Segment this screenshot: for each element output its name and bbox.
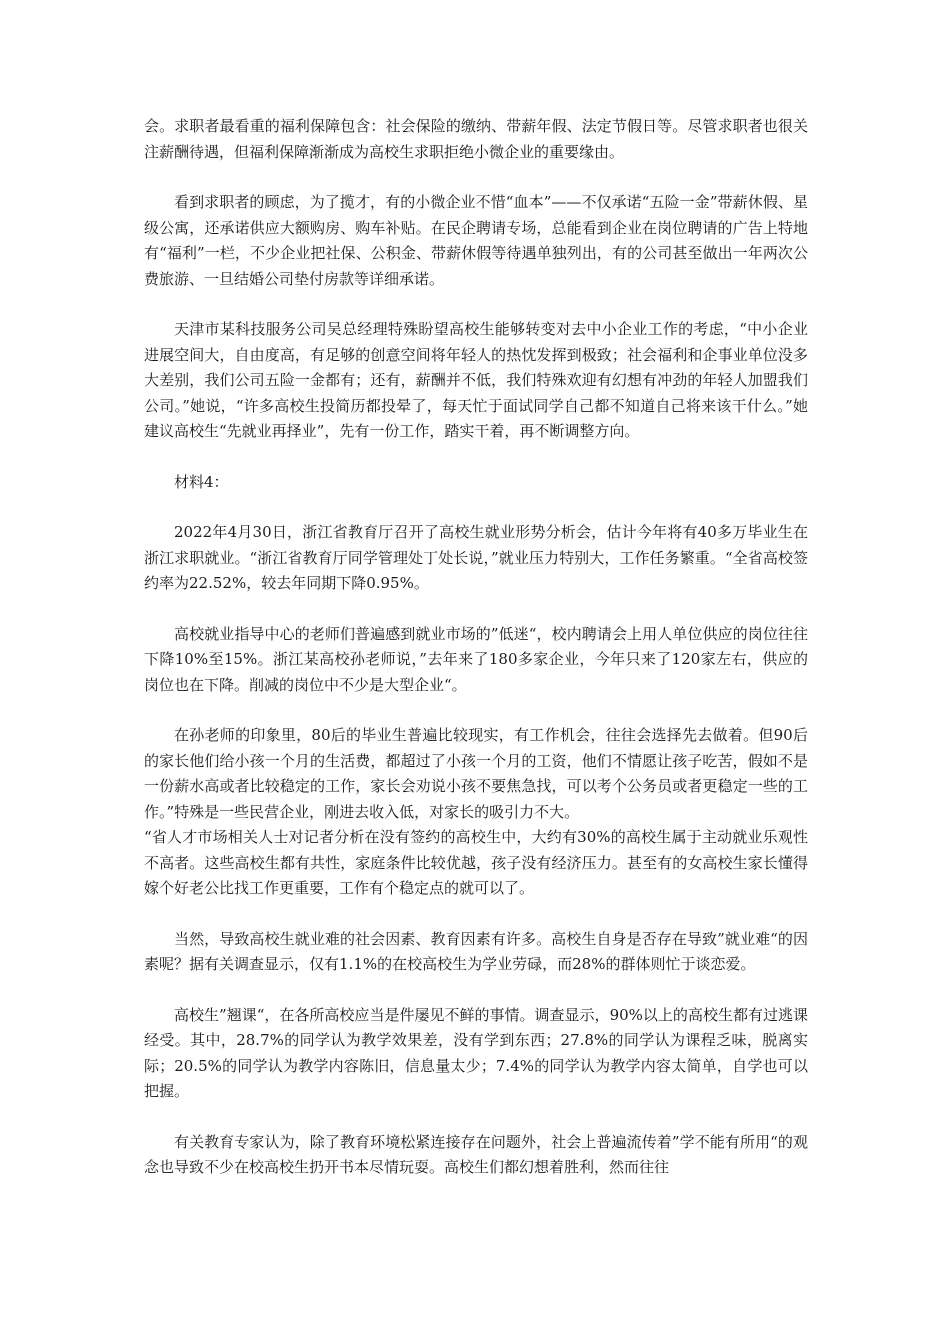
paragraph-zhejiang-analysis: 2022年4月30日，浙江省教育厅召开了高校生就业形势分析会，估计今年将有40多万毕业生在浙江求职就业。“浙江省教育厅同学管理处丁处长说，”就业压力特别大，工作任务繁重。“全省高校签约率为22.52%，较去年同期下降0.95%。 [144,523,808,592]
paragraph-job-market-slump: 高校就业指导中心的老师们普遍感到就业市场的”低迷“，校内聘请会上用人单位供应的岗位往往下降10%至15%。浙江某高校孙老师说，”去年来了180多家企业，今年只来了120家左右，供应的岗位也在下降。削减的岗位中不少是大型企业“。 [144,624,808,694]
section-heading-material-4: 材料4： [174,472,229,491]
paragraph-expert-opinion: 有关教育专家认为，除了教育环境松紧连接存在问题外，社会上普遍流传着”学不能有所用“的观念也导致不少在校高校生扔开书本尽情玩耍。高校生们都幻想着胜利，然而往往 [144,1132,808,1176]
paragraph-student-factors: 当然，导致高校生就业难的社会因素、教育因素有许多。高校生自身是否存在导致”就业难“的因素呢？据有关调查显示，仅有1.1%的在校高校生为学业劳碌，而28%的群体则忙于谈恋爱。 [144,929,808,973]
paragraph-skipping-class: 高校生”翘课“，在各所高校应当是件屡见不鲜的事情。调查显示，90%以上的高校生都有过逃课经受。其中，28.7%的同学认为教学效果差，没有学到东西；27.8%的同学认为课程乏味，脱离实际；20.5%的同学认为教学内容陈旧，信息量太少；7.4%的同学认为教学内容太简单，自学也可以把握。 [144,1005,808,1100]
paragraph-tianjin-manager: 天津市某科技服务公司吴总经理特殊盼望高校生能够转变对去中小企业工作的考虑，“中小企业进展空间大，自由度高，有足够的创意空间将年轻人的热忱发挥到极致；社会福利和企事业单位没多大差别，我们公司五险一金都有；还有，薪酬并不低，我们特殊欢迎有幻想有冲劲的年轻人加盟我们公司。”她说，“许多高校生投简历都投晕了，每天忙于面试同学自己都不知道自己将来该干什么。”她建议高校生“先就业再择业”，先有一份工作，踏实干着，再不断调整方向。 [144,320,808,440]
document-page [144,114,808,1206]
paragraph-small-firms-benefits: 看到求职者的顾虑，为了揽才，有的小微企业不惜“血本”——不仅承诺“五险一金”带薪休假、星级公寓，还承诺供应大额购房、购车补贴。在民企聘请专场，总能看到企业在岗位聘请的广告上特地有“福利”一栏，不少企业把社保、公积金、带薪休假等待遇单独列出，有的公司甚至做出一年两次公费旅游、一旦结婚公司垫付房款等详细承诺。 [144,193,808,288]
paragraph-teacher-impression: 在孙老师的印象里，80后的毕业生普遍比较现实，有工作机会，往往会选择先去做着。但90后的家长他们给小孩一个月的生活费，都超过了小孩一个月的工资，他们不情愿让孩子吃苦，假如不是一份薪水高或者比较稳定的工作，家长会劝说小孩不要焦急找，可以考个公务员或者更稳定一些的工作。”特殊是一些民营企业，刚进去收入低，对家长的吸引力不大。 [144,726,808,821]
paragraph-talent-market-analysis: “省人才市场相关人士对记者分析在没有签约的高校生中，大约有30%的高校生属于主动就业乐观性不高者。这些高校生都有共性，家庭条件比较优越，孩子没有经济压力。甚至有的女高校生家长懂得嫁个好老公比找工作更重要，工作有个稳定点的就可以了。 [144,828,808,897]
paragraph-welfare-concerns: 会。求职者最看重的福利保障包含：社会保险的缴纳、带薪年假、法定节假日等。尽管求职者也很关注薪酬待遇，但福利保障渐渐成为高校生求职拒绝小微企业的重要缘由。 [144,117,808,161]
